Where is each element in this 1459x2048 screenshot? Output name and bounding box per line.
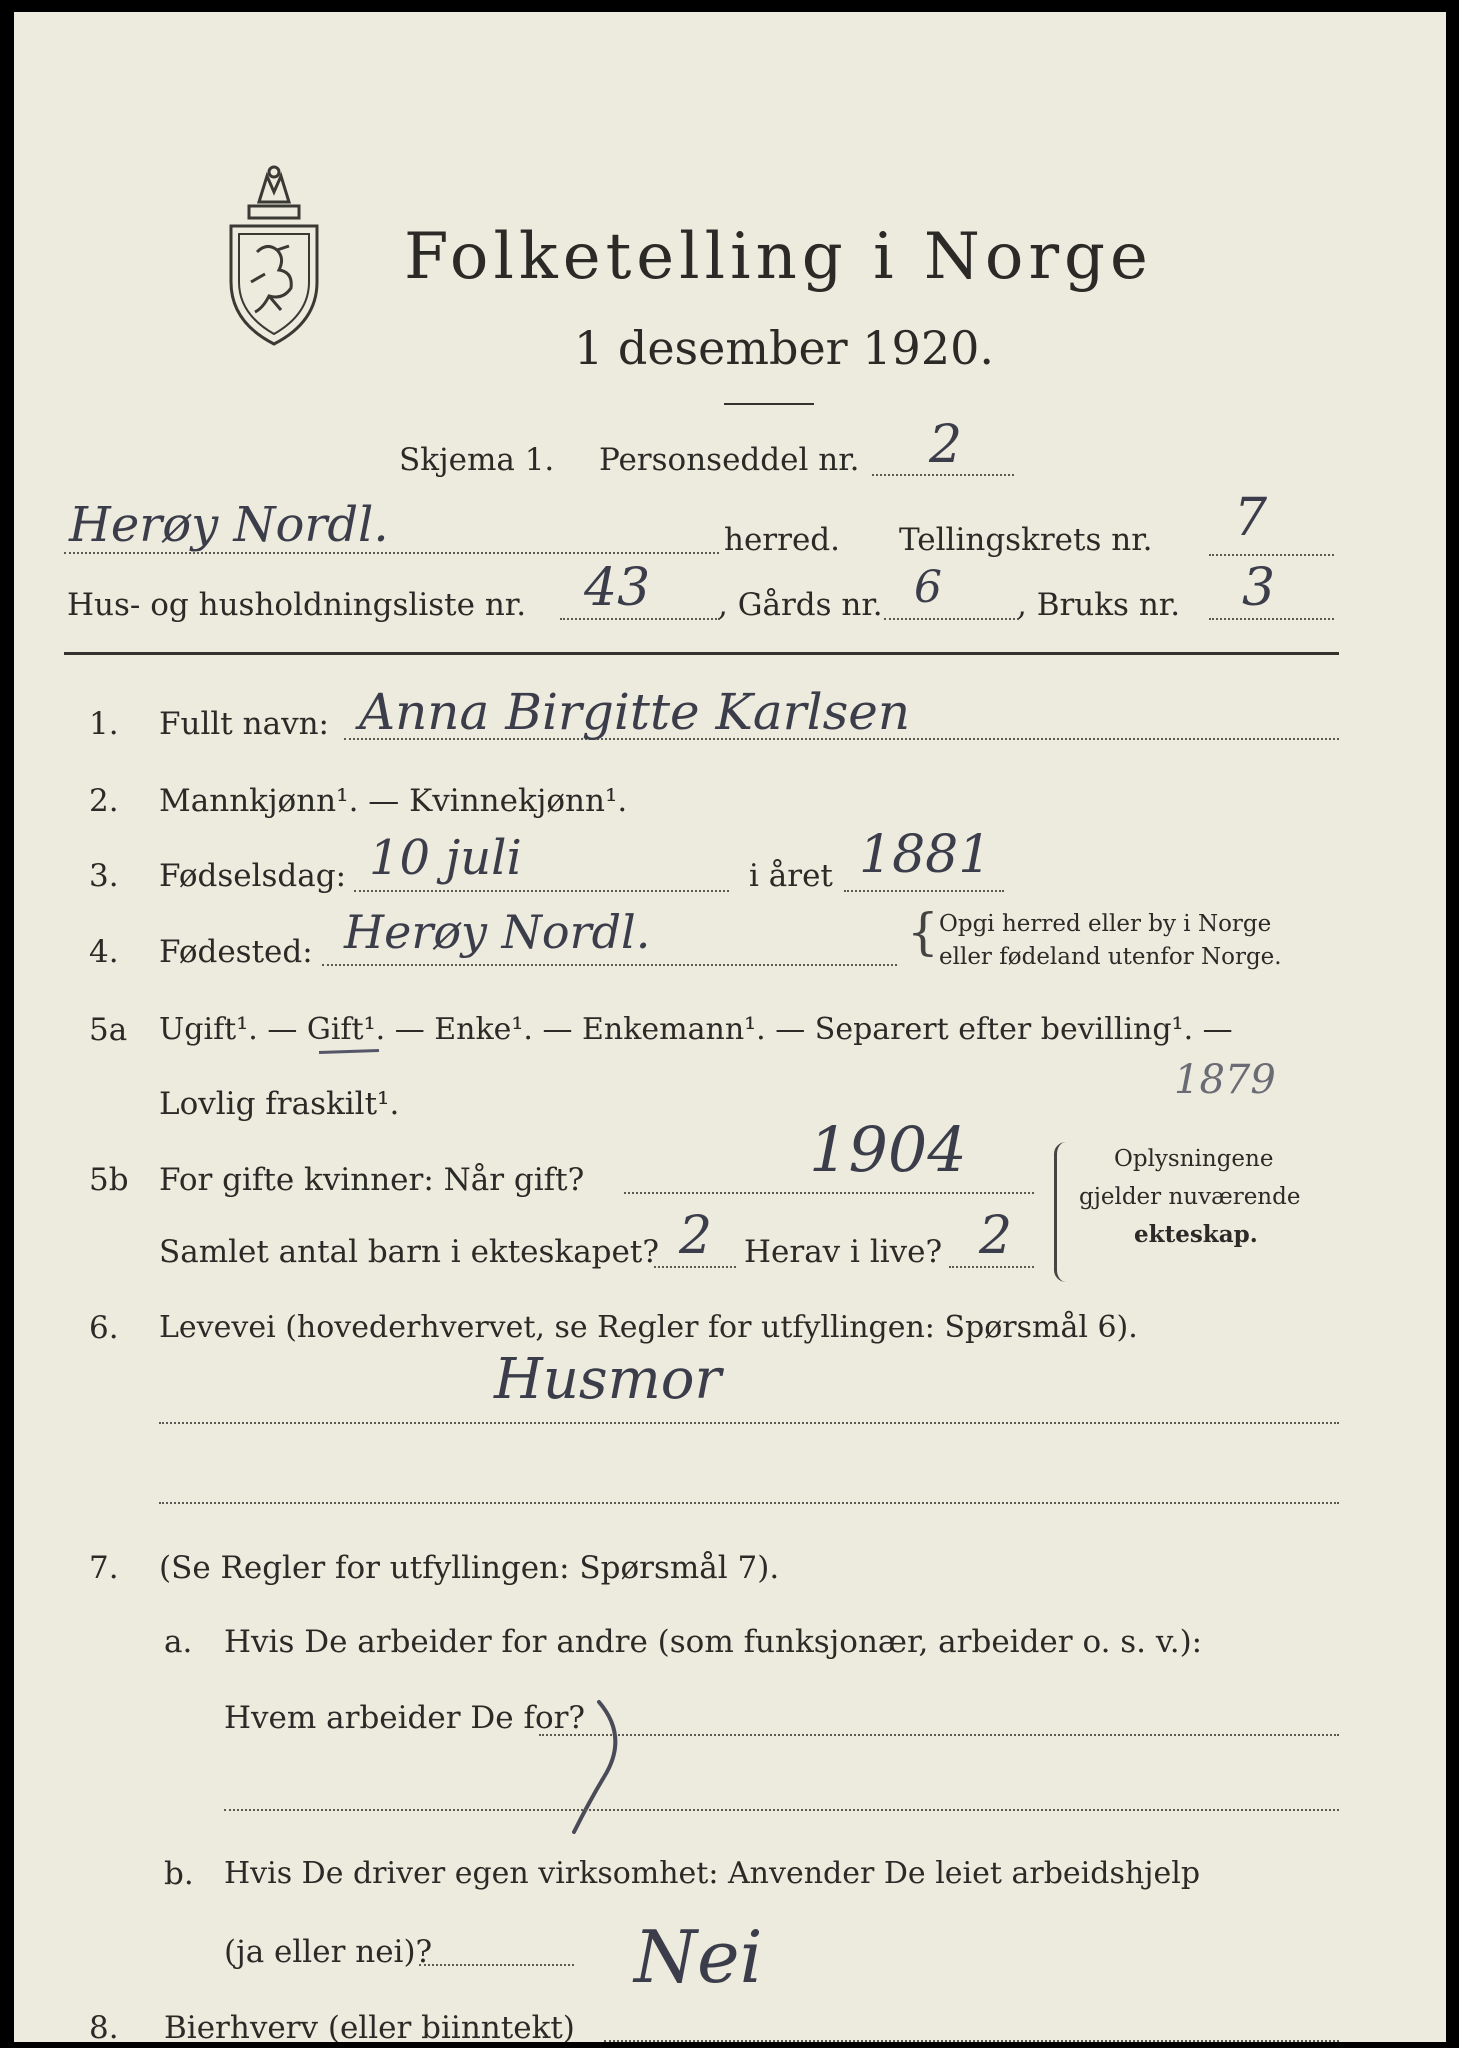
q3-date-line	[354, 890, 729, 892]
q5b-label: For gifte kvinner: Når gift?	[159, 1162, 585, 1198]
gards-label: , Gårds nr.	[718, 587, 883, 623]
q8-label: Bierhverv (eller biinntekt)	[164, 2010, 575, 2042]
census-form-page	[14, 12, 1446, 2042]
q5b-live-value[interactable]: 2	[979, 1206, 1013, 1266]
norwegian-coat-of-arms-icon	[219, 162, 329, 352]
hus-line	[560, 618, 720, 620]
form-title: Folketelling i Norge	[404, 220, 1153, 294]
q1-label: Fullt navn:	[159, 706, 329, 742]
q5a-margin-value[interactable]: 1879	[1174, 1057, 1276, 1103]
q5b-barn-line	[654, 1266, 736, 1268]
q4-note-line2: eller fødeland utenfor Norge.	[939, 944, 1282, 970]
q5a-line1: Ugift¹. — Gift¹. — Enke¹. — Enkemann¹. — Separert efter bevilling¹. —	[159, 1012, 1233, 1047]
q5a-number: 5a	[89, 1012, 128, 1048]
q7a-line	[539, 1734, 1339, 1736]
q3-year-label: i året	[749, 858, 833, 894]
gards-line	[884, 618, 1019, 620]
q7a-dash-mark	[559, 1697, 649, 1837]
q5b-married-line	[624, 1192, 1034, 1194]
q7a-line2: Hvem arbeider De for?	[224, 1700, 586, 1736]
q7-number: 7.	[89, 1550, 119, 1586]
q5a-gift-underline	[319, 1049, 379, 1054]
personseddel-value[interactable]: 2	[929, 415, 963, 475]
hus-value[interactable]: 43	[584, 558, 651, 618]
q7a-letter: a.	[164, 1624, 193, 1660]
q6-line1	[159, 1422, 1339, 1424]
q2-label: Mannkjønn¹. — Kvinnekjønn¹.	[159, 783, 628, 819]
q8-line	[604, 2040, 1339, 2042]
q5b-barn-label: Samlet antal barn i ekteskapet?	[159, 1234, 659, 1270]
tellingskrets-line	[1209, 554, 1334, 556]
q4-number: 4.	[89, 934, 119, 970]
q5b-note-line3: ekteskap.	[1134, 1221, 1258, 1248]
tellingskrets-value[interactable]: 7	[1234, 488, 1268, 548]
q6-value[interactable]: Husmor	[494, 1347, 722, 1412]
q4-note-line1: Opgi herred eller by i Norge	[939, 911, 1272, 937]
bruks-label: , Bruks nr.	[1017, 587, 1181, 623]
q7b-line1: Hvis De driver egen virksomhet: Anvender De leiet arbeidshjelp	[224, 1856, 1201, 1891]
q7b-line2: (ja eller nei)?	[224, 1934, 433, 1970]
title-divider	[724, 403, 814, 405]
q4-note-brace: {	[907, 903, 939, 961]
q5b-note-line2: gjelder nuværende	[1079, 1184, 1301, 1210]
q5b-note-line1: Oplysningene	[1114, 1146, 1274, 1172]
q5b-number: 5b	[89, 1162, 129, 1198]
tellingskrets-label: Tellingskrets nr.	[899, 522, 1153, 558]
q3-year-value[interactable]: 1881	[859, 825, 992, 885]
bruks-line	[1209, 618, 1334, 620]
q5b-married-value[interactable]: 1904	[809, 1113, 967, 1186]
q6-line2	[159, 1502, 1339, 1504]
q3-label: Fødselsdag:	[159, 858, 347, 894]
q5b-live-line	[949, 1266, 1034, 1268]
q4-value[interactable]: Herøy Nordl.	[344, 905, 651, 959]
q8-value[interactable]: Nei	[634, 1915, 763, 1999]
header-divider	[64, 652, 1339, 655]
q5b-live-label: Herav i live?	[744, 1234, 943, 1270]
q4-label: Fødested:	[159, 934, 313, 970]
herred-label: herred.	[724, 522, 840, 558]
personseddel-label: Personseddel nr.	[599, 442, 860, 478]
q7a-line1: Hvis De arbeider for andre (som funksjonær, arbeider o. s. v.):	[224, 1624, 1203, 1660]
q3-number: 3.	[89, 858, 119, 894]
q1-number: 1.	[89, 706, 119, 742]
herred-value[interactable]: Herøy Nordl.	[69, 497, 389, 553]
q7b-line	[419, 1964, 574, 1966]
q7-label: (Se Regler for utfyllingen: Spørsmål 7).	[159, 1550, 780, 1586]
herred-line	[64, 552, 719, 554]
q5b-barn-value[interactable]: 2	[679, 1206, 713, 1266]
q2-number: 2.	[89, 783, 119, 819]
q6-number: 6.	[89, 1310, 119, 1346]
q4-line	[322, 964, 897, 966]
gards-value[interactable]: 6	[914, 562, 942, 613]
hus-label: Hus- og husholdningsliste nr.	[67, 587, 527, 623]
q5b-note-bracket	[1054, 1142, 1067, 1282]
q7b-letter: b.	[164, 1856, 194, 1892]
q8-number: 8.	[89, 2010, 119, 2042]
q3-date-value[interactable]: 10 juli	[369, 830, 522, 886]
q6-label: Levevei (hovederhvervet, se Regler for utfyllingen: Spørsmål 6).	[159, 1310, 1138, 1345]
q1-value[interactable]: Anna Birgitte Karlsen	[359, 683, 911, 741]
q7a-line2-blank	[224, 1809, 1339, 1811]
skjema-label: Skjema 1.	[399, 442, 555, 478]
census-date: 1 desember 1920.	[574, 321, 994, 375]
bruks-value[interactable]: 3	[1242, 558, 1276, 618]
q3-year-line	[844, 890, 1004, 892]
q5a-line2: Lovlig fraskilt¹.	[159, 1086, 400, 1122]
